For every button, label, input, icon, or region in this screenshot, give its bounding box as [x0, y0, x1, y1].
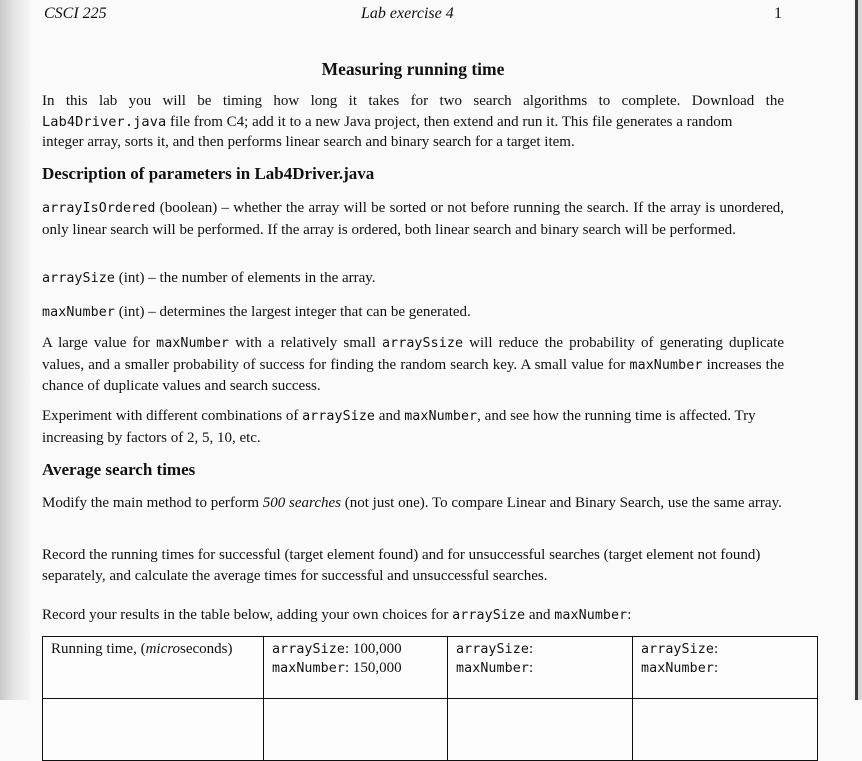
code-arraySize: arraySize [452, 608, 526, 623]
array-size-value: : [713, 641, 719, 657]
text: with a relatively small [229, 335, 383, 351]
array-size-line [641, 640, 809, 659]
table-column-header-1[interactable] [264, 637, 448, 699]
max-number-value: : 150,000 [344, 660, 402, 676]
intro-paragraph [42, 91, 784, 153]
file-name-code: Lab4Driver.java [42, 113, 167, 130]
text: will reduce the probability of generating duplicate values, and a smaller probability of success for finding the random search key. A small value for [42, 335, 785, 373]
table-column-header-3[interactable] [633, 637, 818, 699]
table-header-row [43, 637, 818, 699]
results-table [42, 636, 818, 761]
experiment-paragraph [42, 406, 784, 448]
code-arraySize: arraySize [641, 642, 714, 657]
text: Modify the main method to perform [42, 495, 263, 511]
code-arraySsize: arraySsize [382, 336, 464, 351]
text: Running time, ( [51, 641, 146, 657]
param-description: (int) – the number of elements in the array. [114, 270, 376, 286]
max-number-value: : [528, 660, 534, 676]
text: (not just one). To compare Linear and Binary Search, use the same array. [340, 495, 782, 511]
text: Record your results in the table below, adding your own choices for [42, 607, 453, 623]
text: , and see how the running time is affected. Try increasing by factors of 2, 5, 10, etc. [42, 408, 756, 446]
table-row [43, 699, 818, 761]
max-number-value: : [713, 660, 719, 676]
table-cell[interactable] [448, 699, 633, 761]
code-maxNumber: maxNumber [404, 409, 478, 424]
table-header-label [43, 637, 264, 699]
code-maxNumber: maxNumber [554, 608, 628, 623]
intro-line-1: In this lab you will be timing how long it takes for two search algorithms to complete. Download the [42, 93, 784, 109]
table-cell[interactable] [264, 699, 448, 761]
param-description: (int) – determines the largest integer that can be generated. [114, 304, 471, 320]
code-maxNumber: maxNumber [629, 357, 703, 373]
code-arraySize: arraySize [456, 642, 529, 657]
code-arraySize: arraySize [272, 642, 345, 657]
array-size-value: : [528, 641, 534, 657]
header-course: CSCI 225 [44, 5, 107, 22]
table-cell [43, 699, 264, 761]
text: Experiment with different combinations of [42, 408, 303, 424]
page-title: Measuring running time [321, 59, 505, 79]
code-maxNumber: maxNumber [456, 661, 529, 676]
max-number-line [641, 659, 809, 678]
text: and [375, 408, 405, 424]
emphasis-micro: micro [145, 641, 181, 657]
code-arraySize: arraySize [302, 409, 376, 424]
intro-line-3: integer array, sorts it, and then performs linear search and binary search for a target item. [42, 134, 575, 150]
table-cell[interactable] [633, 699, 818, 761]
param-arrayIsOrdered [42, 198, 784, 240]
record-paragraph: Record the running times for successful (target element found) and for unsuccessful searches (target element not found) separately, and calculate the average times for successful and unsuccessful searches. [42, 547, 761, 584]
section-heading-average-times: Average search times [42, 460, 196, 479]
param-description: (boolean) – whether the array will be sorted or not before running the search. If the array is unordered, only linear search will be performed. If the array is ordered, both linear search and binary search will be performed. [42, 200, 784, 238]
section-heading-parameters: Description of parameters in Lab4Driver.java [42, 164, 375, 183]
array-size-line [272, 640, 439, 659]
max-number-line [272, 659, 439, 678]
text: increases the chance of duplicate values and search success. [42, 356, 784, 394]
text: seconds) [180, 641, 233, 657]
intro-line-2 [42, 112, 784, 133]
table-intro-paragraph [42, 605, 784, 627]
param-arraySize [42, 268, 784, 290]
header-doc-title: Lab exercise 4 [361, 5, 454, 22]
modify-paragraph [42, 493, 784, 514]
table-column-header-2[interactable] [448, 637, 633, 699]
code-maxNumber: maxNumber [641, 661, 714, 676]
array-size-line [456, 640, 624, 659]
intro-line-2-text: file from C4; add it to a new Java project, then extend and run it. This file generates a random [166, 113, 733, 130]
text: and [525, 607, 555, 623]
probability-paragraph [42, 333, 784, 397]
array-size-value: : 100,000 [344, 641, 402, 657]
code-maxNumber: maxNumber [156, 336, 230, 351]
window-right-strip [858, 0, 862, 700]
text: : [627, 607, 632, 623]
max-number-line [456, 659, 624, 678]
param-maxNumber [42, 302, 784, 324]
param-name: arrayIsOrdered [42, 201, 156, 216]
header-page-number: 1 [774, 5, 782, 22]
param-name: arraySize [42, 271, 115, 286]
emphasis-500-searches: 500 searches [262, 495, 341, 511]
text: A large value for [42, 335, 157, 351]
code-maxNumber: maxNumber [272, 661, 345, 676]
param-name: maxNumber [42, 305, 115, 320]
